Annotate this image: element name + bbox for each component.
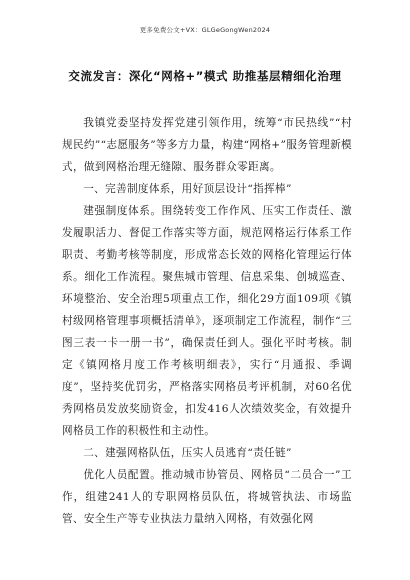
section-heading-2: 二、建强网格队伍，压实人员逃育“责任链” (83, 447, 292, 459)
header-note: 更多免费公文+VX：GLGeGongWen2024 (139, 26, 271, 34)
body-paragraph-1: 建强制度体系。围绕转变工作作风、压实工作责任、激发履职活力、督促工作落实等方面，规范网格运行体系工作职责、考勤考核等制度，形成常态长效的网格化管理运行体系。细化工作流程。聚焦城市管理、信息采集、创城巡查、环境整治、安全治理5项重点工作，细化29方面109项《镇村级网格管理事项概括清单》，逐项制定工作流程，制作“三图三表一卡一册一书”，确保责任到人。强化平时考核。制定《镇网格月度工作考核明细表》，实行“月通报、季调度”，坚持奖优罚劣，严格落实网格员考评机制，对60名优秀网格员发放奖励资金，扣发416人次绩效奖金，有效提升网格员工作的积极性和主动性。 (62, 205, 352, 437)
document-title: 交流发言：深化“网格+”模式 助推基层精细化治理 (68, 69, 342, 83)
section-heading-1: 一、完善制度体系，用好顶层设计“指挥棒” (83, 183, 292, 195)
intro-paragraph: 我镇党委坚持发挥党建引领作用，统筹“市民热线”“村规民约”“志愿服务”等多方力量，构建“网格+”服务管理新模式，做到网格治理无缝隙、服务群众零距离。 (62, 117, 352, 173)
body-paragraph-2: 优化人员配置。推动城市协管员、网格员“二员合一”工作，组建241人的专职网格员队伍，将城管执法、市场监管、安全生产等专业执法力量纳入网格，有效强化网 (62, 469, 352, 525)
document-body (62, 112, 352, 530)
